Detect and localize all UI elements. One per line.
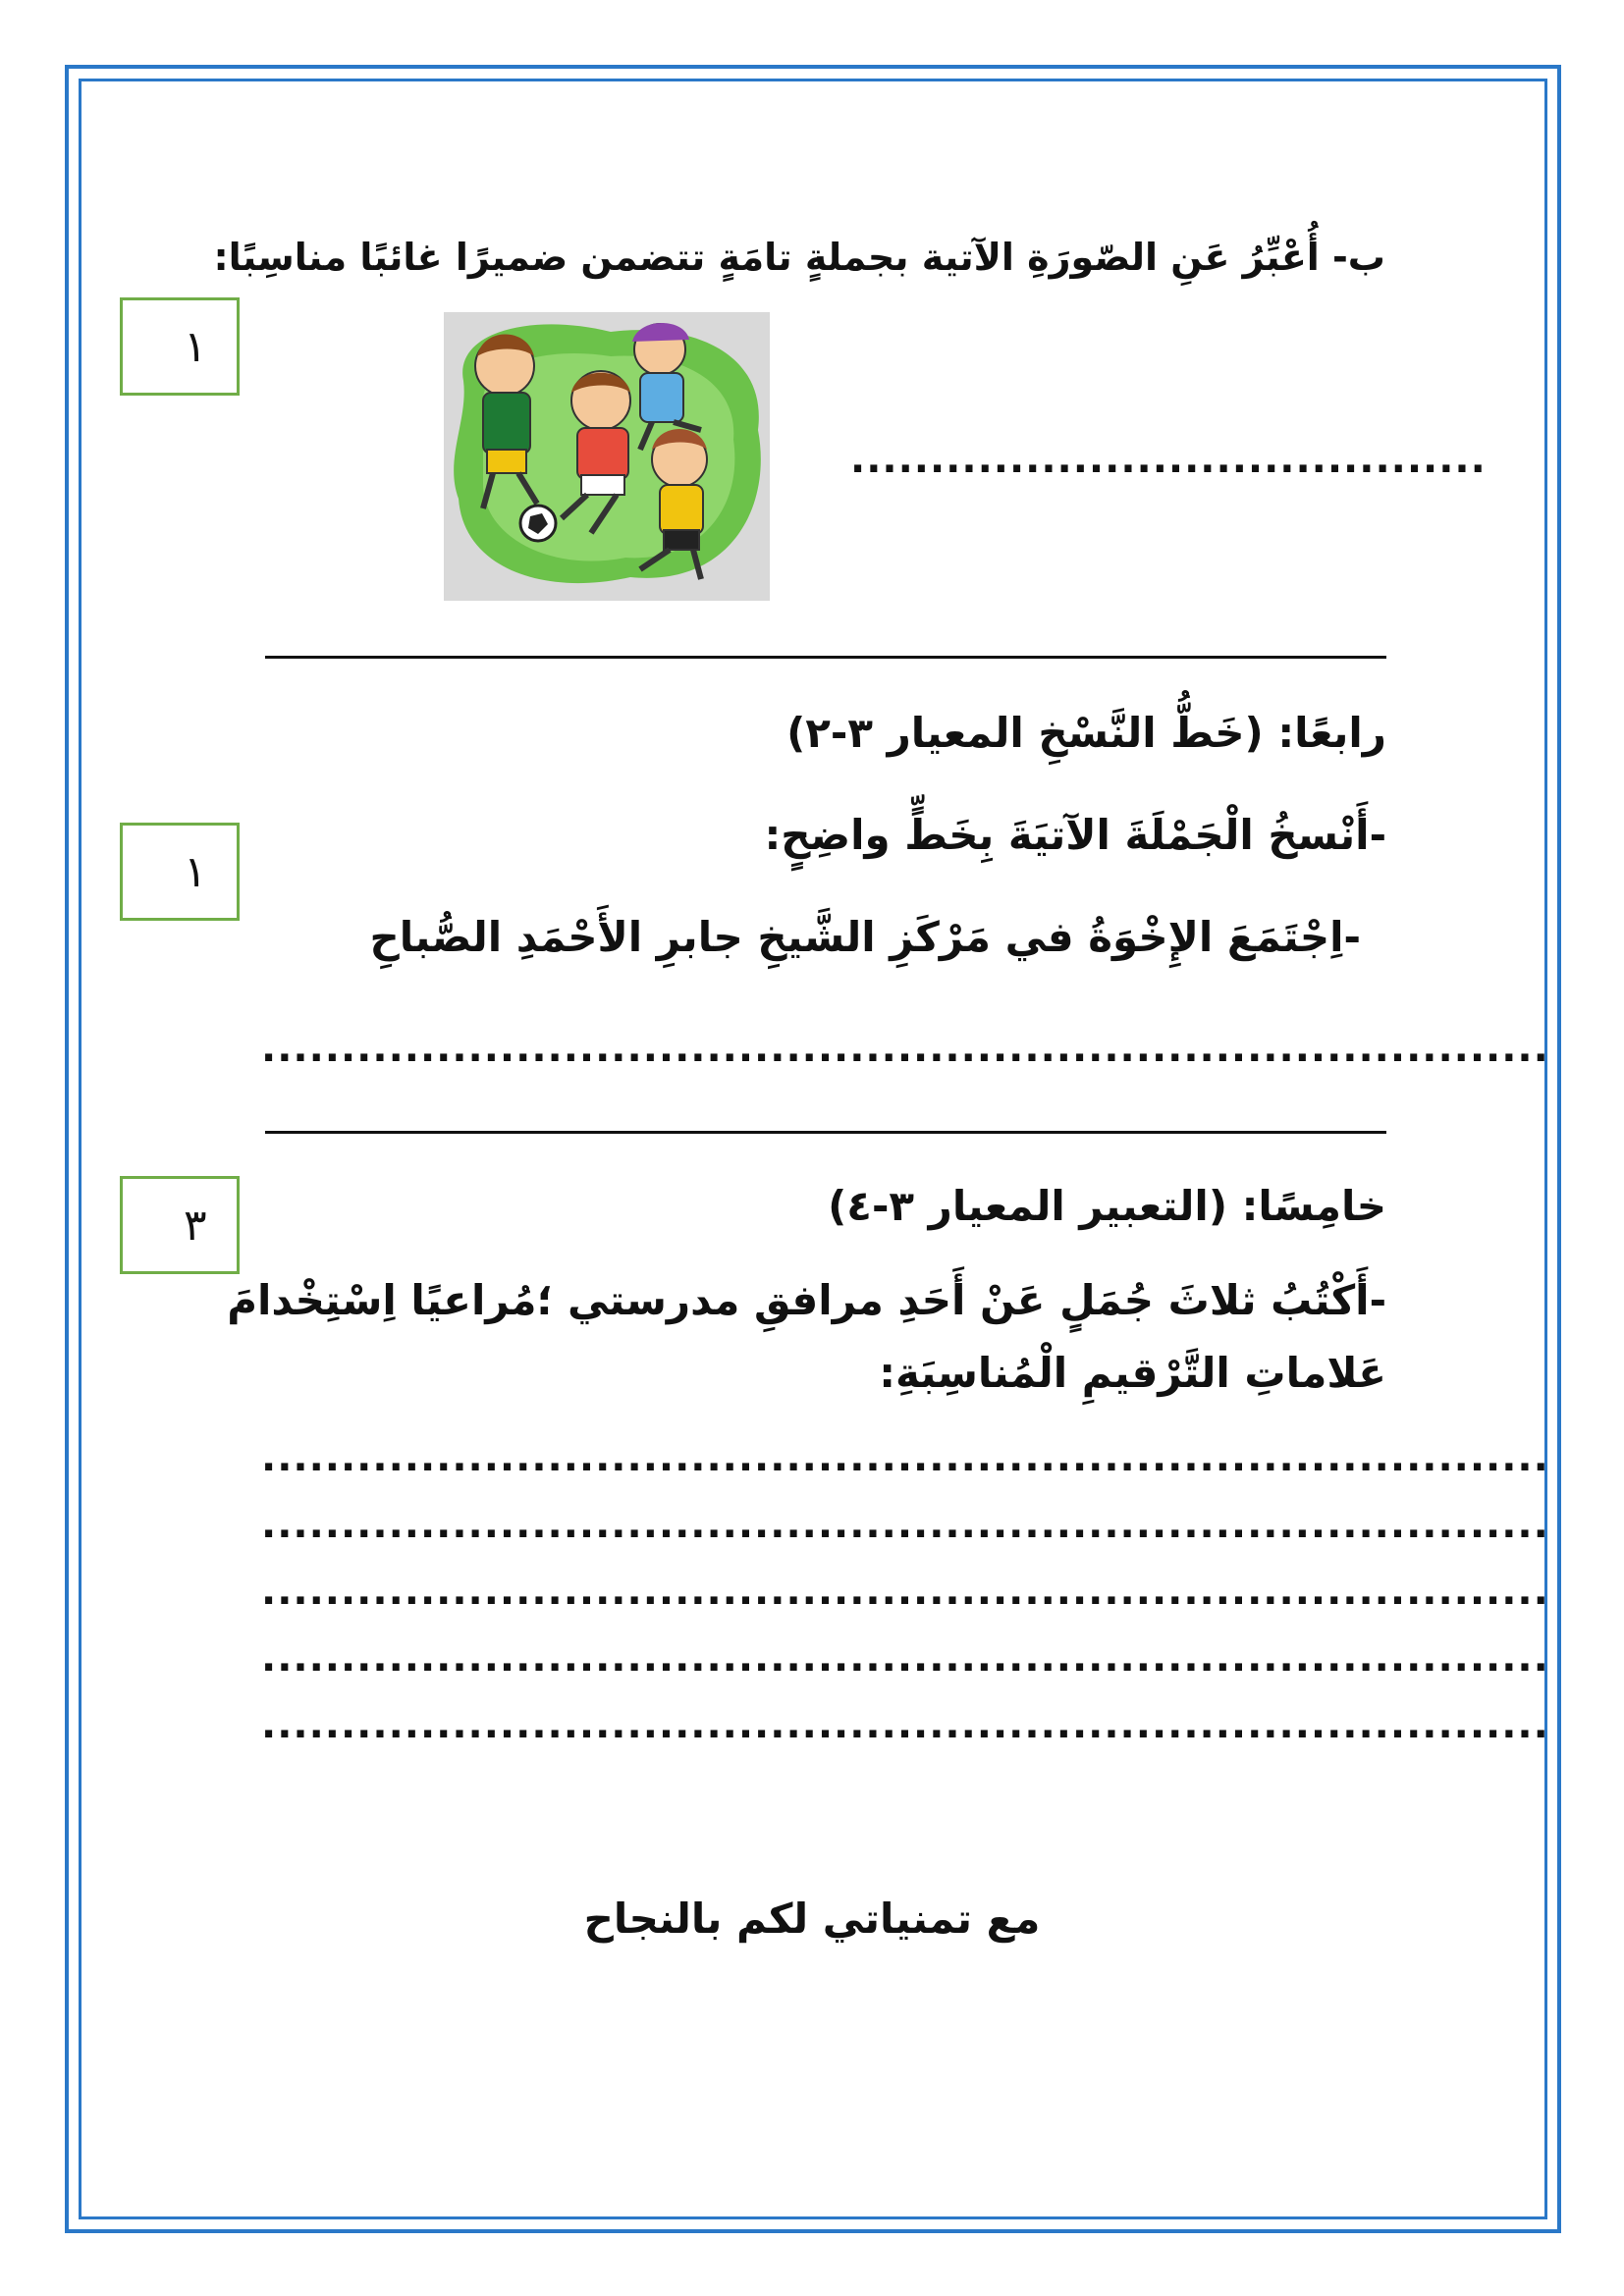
section-4-instruction: -أَنْسخُ الْجَمْلَةَ الآتيَةَ بِخَطٍّ واضِحٍ:: [764, 811, 1386, 859]
section-5-instruction-line-1: -أَكْتُبُ ثلاثَ جُمَلٍ عَنْ أَحَدِ مرافقِ مدرستي ؛مُراعيًا اِسْتِخْدامَ: [227, 1276, 1386, 1324]
section-5-answer-line[interactable]: .................................................................................: [261, 1569, 1549, 1614]
section-5-score: ٣: [184, 1200, 207, 1251]
section-b-question: ب- أُعْبِّرُ عَنِ الصّورَةِ الآتية بجملةٍ تامَةٍ تتضمن ضميرًا غائبًا مناسِبًا:: [213, 236, 1385, 279]
children-playing-football-image: [444, 312, 770, 601]
section-5-answer-line[interactable]: .................................................................................: [261, 1702, 1549, 1747]
section-5-instruction-line-2: عَلاماتِ التَّرْقيمِ الْمُناسِبَةِ:: [879, 1349, 1386, 1397]
divider-2: [265, 1131, 1386, 1134]
children-football-illustration: [444, 312, 770, 601]
section-4-title: رابعًا: (خَطُّ النَّسْخِ المعيار ٣-٢): [786, 709, 1386, 757]
section-4-sentence: -اِجْتَمَعَ الإِخْوَةُ في مَرْكَزِ الشَّيخِ جابرِ الأَحْمَدِ الصُّباحِ: [369, 913, 1361, 961]
section-b-score-box: [120, 297, 240, 396]
closing-message: مع تمنياتي لكم بالنجاح: [583, 1895, 1041, 1943]
section-4-score: ١: [184, 846, 207, 897]
section-5-answer-line[interactable]: .................................................................................: [261, 1635, 1549, 1681]
section-b-answer-line[interactable]: ........................................: [850, 437, 1487, 482]
section-4-score-box: [120, 823, 240, 921]
section-5-answer-line[interactable]: .................................................................................: [261, 1435, 1549, 1480]
section-4-answer-line[interactable]: .................................................................................: [261, 1026, 1549, 1071]
divider-1: [265, 656, 1386, 659]
section-5-score-box: [120, 1176, 240, 1274]
section-5-answer-line[interactable]: .................................................................................: [261, 1502, 1549, 1547]
section-5-title: خامِسًا: (التعبير المعيار ٣-٤): [828, 1182, 1386, 1230]
section-b-score: ١: [184, 321, 207, 372]
